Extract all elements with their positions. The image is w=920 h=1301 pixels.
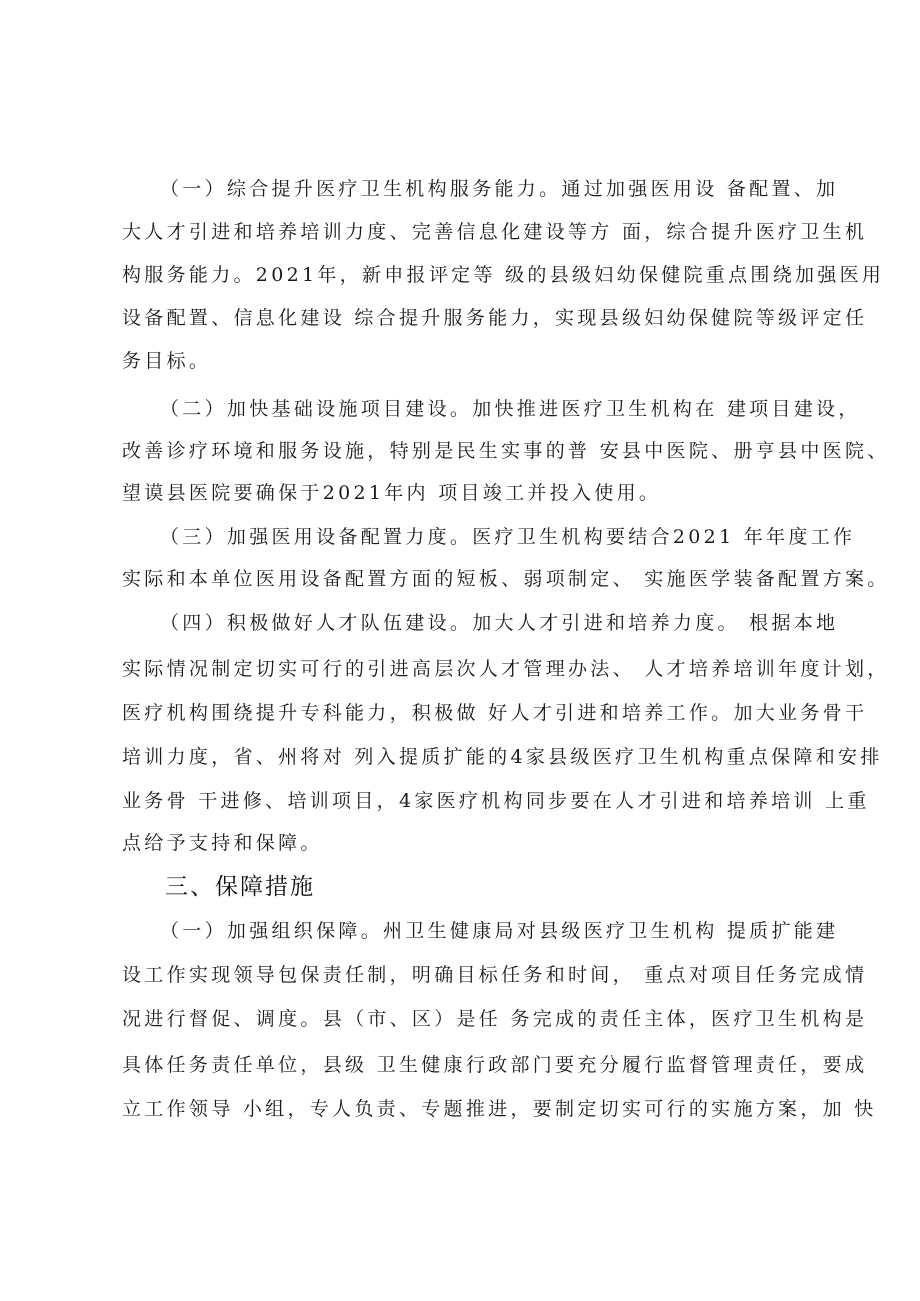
section-heading: 三、保障措施 [165,874,315,900]
paragraph-1-line-2: 大人才引进和培养培训力度、完善信息化建设等方 面，综合提升医疗卫生机 [122,221,868,243]
paragraph-1-line-3: 构服务能力。2021年，新申报评定等 级的县级妇幼保健院重点围绕加强医用 [122,264,885,286]
paragraph-3-line-1: （三）加强医用设备配置力度。医疗卫生机构要结合2021 年年度工作 [160,526,856,548]
paragraph-5-line-4: 具体任务责任单位，县级 卫生健康行政部门要充分履行监督管理责任，要成 [122,1054,868,1076]
paragraph-2-line-3: 望谟县医院要确保于2021年内 项目竣工并投入使用。 [122,482,662,504]
paragraph-1-line-1: （一）综合提升医疗卫生机构服务能力。通过加强医用设 备配置、加 [160,178,839,200]
paragraph-2-line-1: （二）加快基础设施项目建设。加快推进医疗卫生机构在 建项目建设， [160,398,861,420]
paragraph-1-line-5: 务目标。 [122,350,212,372]
paragraph-5-line-2: 设工作实现领导包保责任制，明确目标任务和时间， 重点对项目任务完成情 [122,964,868,986]
paragraph-5-line-5: 立工作领导 小组，专人负责、专题推进，要制定切实可行的实施方案，加 快 [122,1098,877,1120]
paragraph-1-line-4: 设备配置、信息化建设 综合提升服务能力，实现县级妇幼保健院等级评定任 [122,307,868,329]
paragraph-4-line-3: 医疗机构围绕提升专科能力，积极做 好人才引进和培养工作。加大业务骨干 [122,702,868,724]
paragraph-4-line-2: 实际情况制定切实可行的引进高层次人才管理办法、 人才培养培训年度计划， [122,658,890,680]
paragraph-5-line-1: （一）加强组织保障。州卫生健康局对县级医疗卫生机构 提质扩能建 [160,920,839,942]
paragraph-2-line-2: 改善诊疗环境和服务设施，特别是民生实事的普 安县中医院、册亨县中医院、 [122,440,890,462]
paragraph-3-line-2: 实际和本单位医用设备配置方面的短板、弱项制定、 实施医学装备配置方案。 [122,568,890,590]
paragraph-4-line-1: （四）积极做好人才队伍建设。加大人才引进和培养力度。 根据本地 [160,612,839,634]
paragraph-4-line-5: 业务骨 干进修、培训项目，4家医疗机构同步要在人才引进和培养培训 上重 [122,790,870,812]
paragraph-4-line-4: 培训力度，省、州将对 列入提质扩能的4家县级医疗卫生机构重点保障和安排 [122,746,883,768]
paragraph-4-line-6: 点给予支持和保障。 [122,832,323,854]
paragraph-5-line-3: 况进行督促、调度。县（市、区）是任 务完成的责任主体，医疗卫生机构是 [122,1008,868,1030]
